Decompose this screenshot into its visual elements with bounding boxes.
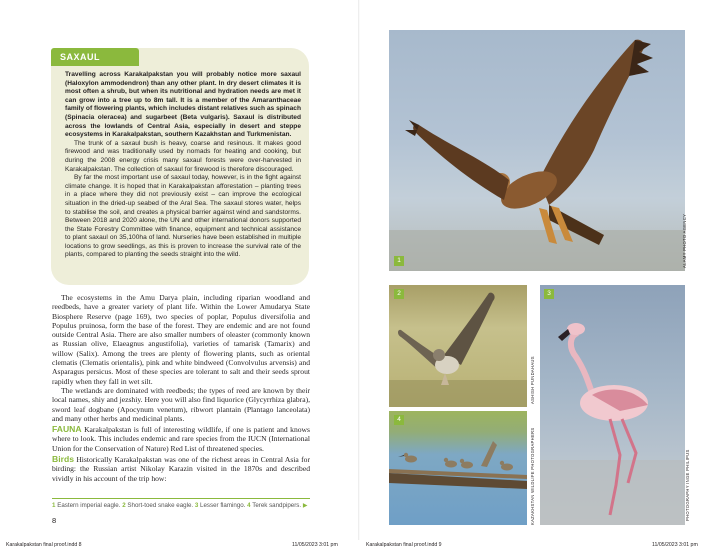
snake-eagle-photo [389,285,527,407]
birds-heading: Birds [52,454,74,465]
slug-date-right: 11/05/2023 3:01 pm [652,542,698,548]
slug-file-right: Karakalpakstan final proof.indd 9 [366,542,442,548]
slug-file-left: Karakalpakstan final proof.indd 8 [6,542,82,548]
fauna-text: Karakalpakstan is full of interesting wildlife, if one is patient and knows where to look. This includes endemic and rare species from the IUCN (International Union for the Conservation of Nature) Red List of threatened species. [52,425,310,453]
eagle-photo [389,30,685,271]
sidebar-title: SAXAUL [51,48,139,66]
sandpipers-on-log-icon [389,411,527,525]
fauna-heading: FAUNA [52,424,82,435]
caption-number: 2 [122,502,126,509]
body-paragraph: The ecosystems in the Amu Darya plain, including riparian woodland and reedbeds, have a greater variety of plant life. Within the Lower Amudarya State Biosphere Reserve (page 169), two species of poplar, Populus diversifolia and Populus pruinosa, form the base of the forest. They are endemic and are not found outside Central Asia. There are also smaller numbers of oleaster (commonly known as Russian olive, Elaeagnus angustifolia), varieties of tamarisk (Tamarix) and willow (Salix). Among the trees are plenty of flowering plants, such as oriental clematis (Clematis orientalis), pink and white bindweed (Convolvulus arvensis) and Asparagus persicus. Most of these species are tolerant to salt and their seeds sprout rapidly when they fall in wet silt. [52,293,310,386]
snake-eagle-landing-icon [389,285,527,407]
caption-text: Short-toed snake eagle. [127,502,194,509]
photo-captions [52,498,310,511]
photo-credit: PHOTOGRAPHY INGE PHILIPUS [685,449,690,521]
eagle-in-flight-icon [389,30,685,271]
continue-arrow-icon: ▶ [302,503,308,509]
fauna-paragraph [52,425,310,453]
left-page [0,0,360,540]
photo-number: 3 [544,289,554,299]
photo-credit: KAZAKHSTAN WILDLIFE PHOTOGRAPHERS [530,427,535,525]
birds-text: Historically Karakalpakstan was one of the richest areas in Central Asia for birding: the Russian artist Nikolay Karazin visited in the 1870s and described vividly in his account of the trip how: [52,455,310,483]
flamingo-photo [540,285,685,525]
sidebar-paragraph: By far the most important use of saxaul today, however, is in the fight against climate change. It is hoped that in Karakalpakstan afforestation – planting trees in a place where they did not previously exist – can improve the ecological situation in the dried-up seabed of the Aral Sea. The saxaul stores water, helps to stabilise the soil, and creates a physical barrier against wind and sandstorms. Between 2018 and 2020 alone, the UN and other international donors supported the State Forestry Committee with finance, equipment and technical assistance to plant saxaul on 35,100ha of land. Nurseries have been established in multiple locations to grow seedlings, as this is proven to increase the survival rate of the plants, compared to planting the seeds straight into the wild. [65,174,301,259]
page-number-left: 8 [52,516,57,525]
sidebar-paragraph: The trunk of a saxaul bush is heavy, coarse and resinous. It makes good firewood and was traditionally used by nomads for heating and cooking, but during the 2008 energy crisis many saxaul forests were over-harvested in Karakalpakstan. The collection of saxaul for firewood is therefore discouraged. [65,139,301,173]
flamingo-wading-icon [540,285,685,525]
sidebar-body [65,71,301,260]
sandpipers-photo [389,411,527,525]
caption-text: Lesser flamingo. [200,502,246,509]
photo-credit: ASHISH PUNDAHAUS [530,356,535,404]
birds-paragraph [52,455,310,483]
body-paragraph: The wetlands are dominated with reedbeds; the types of reed are known by their local names, shiy and jezshiy. Here you will also find liquorice (Glycyrrhiza glabra), sword leaf dogbane (Apocynum venetum), ribwort plantain (Plantago lanceolata) and many other herbs and medicinal plants. [52,385,310,423]
body-text [52,293,310,483]
saxaul-sidebar [51,48,309,285]
slug-date-left: 11/05/2023 3:01 pm [292,542,338,548]
caption-number: 4 [247,502,251,509]
sidebar-paragraph: Travelling across Karakalpakstan you will probably notice more saxaul (Haloxylon ammodendron) than any other plant. In dry desert climates it is most often a shrub, but when its nutritional and hydration needs are met it can grow into a tree up to 8m tall. It is a member of the Amaranthaceae family of flowering plants, which includes distant relatives such as spinach (Spinacia oleracea) and sugarbeet (Beta vulgaris). Saxaul is distributed across the lowlands of Central Asia, especially in desert and steppe ecosystems in Karakalpakstan, southern Kazakhstan and Turkmenistan. [65,71,301,139]
photo-credit: ALAMY PHOTO AGENCY [682,213,687,268]
photo-number: 4 [394,415,404,425]
photo-number: 2 [394,289,404,299]
photo-number: 1 [394,256,404,266]
caption-text: Terek sandpipers. [252,502,302,509]
caption-number: 1 [52,502,56,509]
caption-number: 3 [194,502,199,509]
caption-text: Eastern imperial eagle. [57,502,121,509]
